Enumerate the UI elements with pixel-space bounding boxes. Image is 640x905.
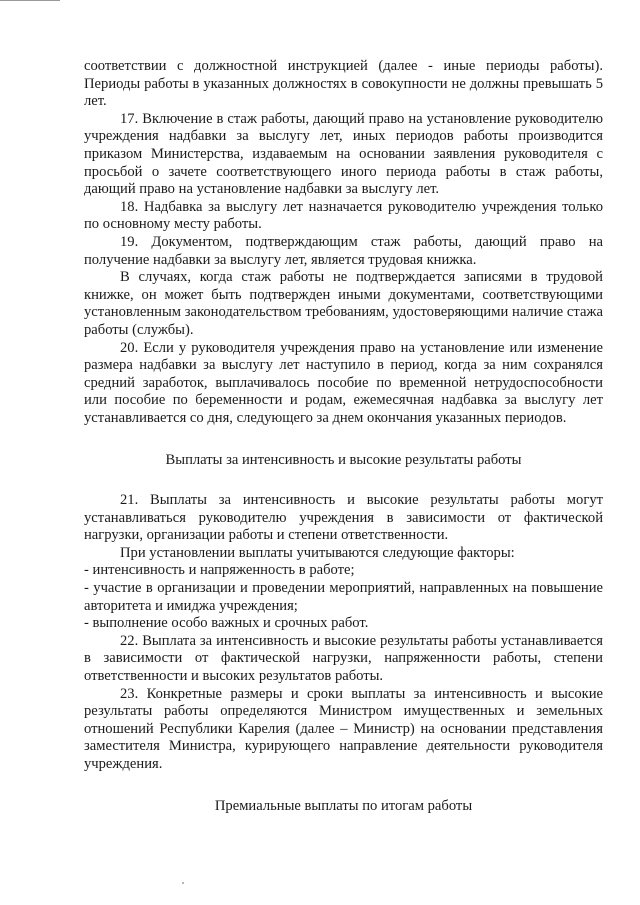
- paragraph-factors-intro: При установлении выплаты учитываются следующие факторы:: [120, 544, 515, 561]
- document-page: [84, 58, 603, 815]
- section-heading-intensity: Выплаты за интенсивность и высокие результаты работы: [165, 452, 522, 469]
- paragraph-19-cases: В случаях, когда стаж работы не подтверждается записями в трудовой книжке, он может быть подтвержден иными документами, соответствующими установленным законодательством требованиям, удостоверяющими наличие стажа работы (службы).: [84, 269, 603, 338]
- paragraph-20: 20. Если у руководителя учреждения право на установление или изменение размера надбавки за выслугу лет наступило в период, когда за ним сохранялся средний заработок, выплачивалось пособие по временной нетрудоспособности или пособие по беременности и родам, ежемесячная надбавка за выслугу лет устанавливается со дня, следующего за днем окончания указанных периодов.: [84, 339, 603, 426]
- paragraph-18: 18. Надбавка за выслугу лет назначается руководителю учреждения только по основному месту работы.: [84, 198, 603, 233]
- factor-item-events: - участие в организации и проведении мероприятий, направленных на повышение авторитета и имиджа учреждения;: [84, 580, 603, 614]
- scan-speck: [182, 882, 184, 884]
- paragraph-22: 22. Выплата за интенсивность и высокие результаты работы устанавливается в зависимости от фактической нагрузки, напряженности работы, степени ответственности и высоких результатов работы.: [84, 632, 603, 684]
- factor-item-urgent-work: - выполнение особо важных и срочных работ.: [84, 615, 369, 632]
- paragraph-23: 23. Конкретные размеры и сроки выплаты за интенсивность и высокие результаты работы определяются Министром имущественных и земельных отношений Республики Карелия (далее – Министр) на основании представления заместителя Министра, курирующего направление деятельности руководителя учреждения.: [84, 685, 603, 772]
- paragraph-19: 19. Документом, подтверждающим стаж работы, дающий право на получение надбавки за выслугу лет, является трудовая книжка.: [84, 233, 603, 268]
- factor-item-intensity: - интенсивность и напряженность в работе;: [84, 562, 355, 579]
- paragraph-continuation: соответствии с должностной инструкцией (далее - иные периоды работы). Периоды работы в указанных должностях в совокупности не должны превышать 5 лет.: [84, 58, 603, 110]
- paragraph-21: 21. Выплаты за интенсивность и высокие результаты работы могут устанавливаться руководителю учреждения в зависимости от фактической нагрузки, организации работы и степени ответственности.: [84, 492, 603, 544]
- scan-top-edge-line: [0, 0, 60, 1]
- section-heading-bonuses: Премиальные выплаты по итогам работы: [214, 797, 473, 814]
- paragraph-17: 17. Включение в стаж работы, дающий право на установление руководителю учреждения надбавки за выслугу лет, иных периодов работы производится приказом Министерства, издаваемым на основании заявления руководителя с просьбой о зачете соответствующего иного периода работы в стаж работы, дающий право на установление надбавки за выслугу лет.: [84, 110, 603, 198]
